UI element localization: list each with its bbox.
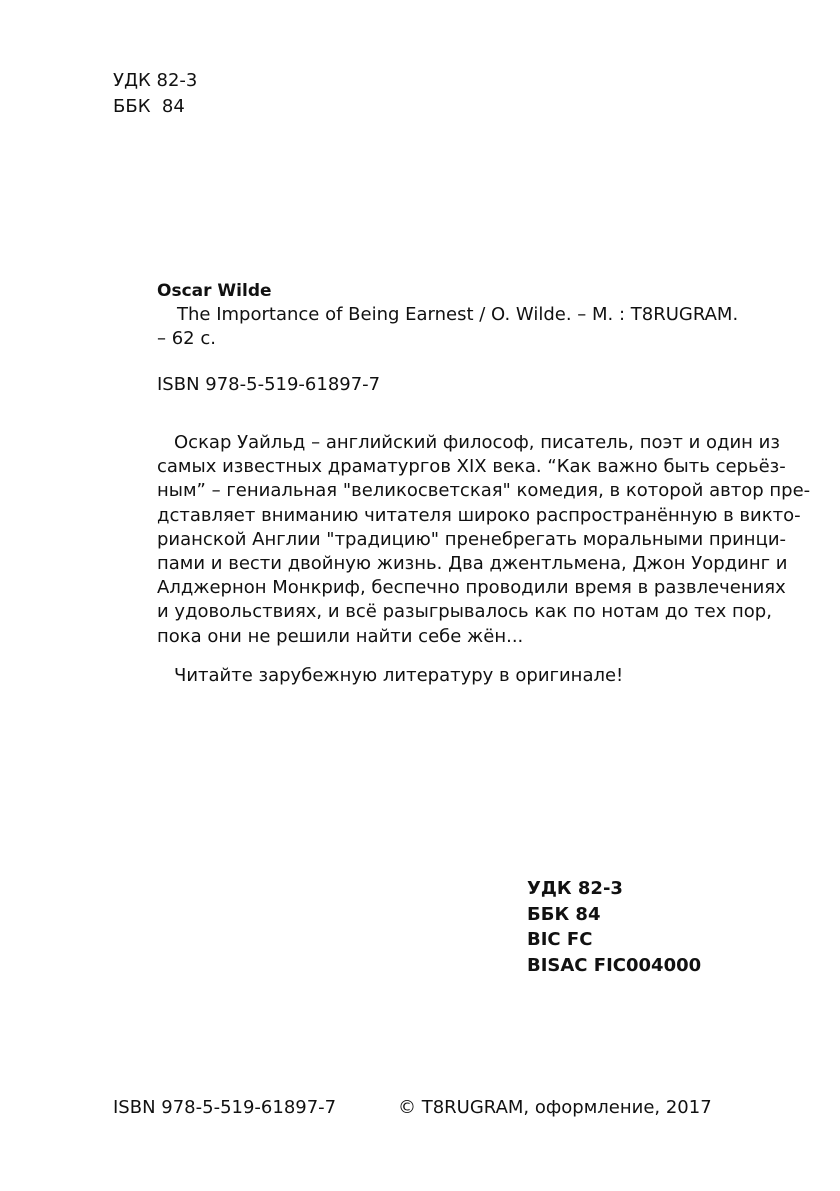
bbk-code: ББК 84 (113, 96, 185, 117)
bbk-code-bold: ББК 84 (527, 903, 601, 925)
bic-code: BIC FC (527, 929, 593, 950)
isbn-main: ISBN 978-5-519-61897-7 (157, 374, 381, 395)
reference-line: The Importance of Being Earnest / O. Wilde. – M. : T8RUGRAM. (177, 304, 739, 325)
reference-pages: – 62 с. (157, 328, 216, 349)
author-name: Oscar Wilde (157, 281, 272, 301)
footer-isbn: ISBN 978-5-519-61897-7 (113, 1097, 337, 1118)
annotation-line: ным” – гениальная "великосветская" комедия, в которой автор пре- (157, 480, 811, 502)
udk-code-bold: УДК 82-3 (527, 878, 623, 899)
annotation-line: Алджернон Монкриф, беспечно проводили время в развлечениях (157, 577, 786, 599)
footer-copyright: © T8RUGRAM, оформление, 2017 (398, 1097, 712, 1118)
annotation-line: рианской Англии "традицию" пренебрегать моральными принци- (157, 528, 787, 550)
classification-codes (527, 876, 701, 978)
annotation-line: дставляет вниманию читателя широко распространённую в викто- (157, 504, 801, 526)
call-to-action: Читайте зарубежную литературу в оригинале! (174, 665, 624, 686)
udk-code: УДК 82-3 (113, 70, 198, 91)
bisac-code: BISAC FIC004000 (527, 954, 702, 976)
bibliographic-entry (157, 279, 739, 351)
annotation-line: и удовольствиях, и всё разыгрывалось как по нотам до тех пор, (157, 601, 772, 623)
annotation-line: Оскар Уайльд – английский философ, писатель, поэт и один из (174, 432, 780, 453)
annotation-paragraph (157, 431, 811, 649)
annotation-line: пами и вести двойную жизнь. Два джентльмена, Джон Уординг и (157, 553, 788, 575)
annotation-line: пока они не решили найти себе жён... (157, 625, 524, 647)
classification-top (113, 68, 197, 120)
annotation-line: самых известных драматургов XIX века. “Как важно быть серьёз- (157, 456, 786, 478)
